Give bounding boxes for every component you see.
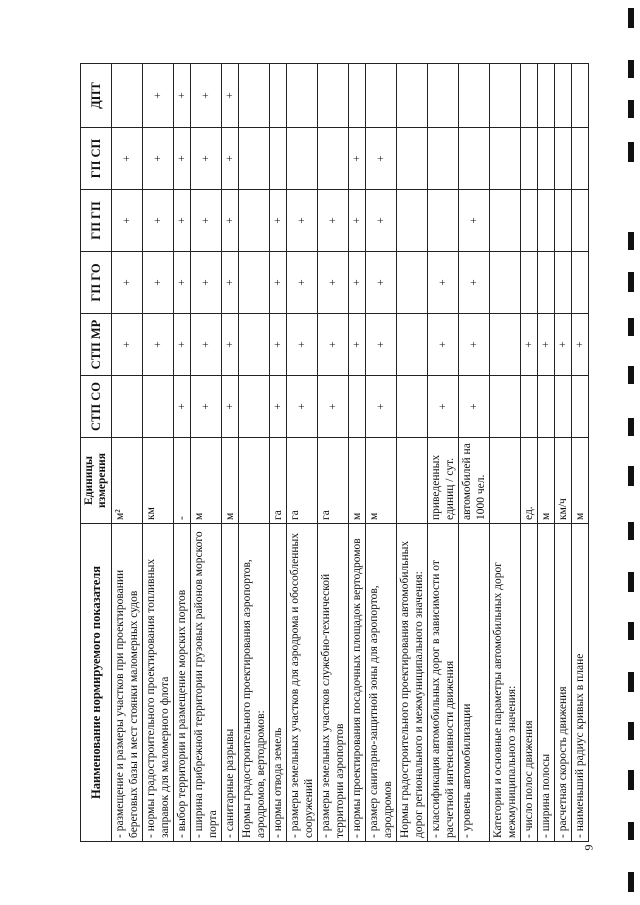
row-mark-cell: + (222, 376, 239, 438)
row-mark-cell (239, 376, 270, 438)
row-mark-cell: + (287, 376, 318, 438)
row-name-cell: - выбор территории и размещение морских портов (174, 524, 191, 842)
row-mark-cell: + (428, 314, 459, 376)
row-mark-cell: + (191, 190, 222, 252)
scan-edge-mark (628, 232, 634, 250)
row-mark-cell: + (143, 252, 174, 314)
row-mark-cell (287, 64, 318, 128)
row-mark-cell: + (191, 252, 222, 314)
row-mark-cell (318, 64, 349, 128)
row-mark-cell (366, 64, 397, 128)
row-mark-cell (490, 128, 521, 190)
row-mark-cell (270, 128, 287, 190)
table-row (222, 64, 239, 842)
header-col: ДПТ (81, 64, 112, 128)
row-mark-cell (490, 376, 521, 438)
scan-edge-mark (628, 318, 634, 336)
row-mark-cell: + (143, 128, 174, 190)
scan-edge-mark (628, 8, 634, 28)
scan-edge-mark (628, 466, 634, 486)
row-mark-cell: + (428, 252, 459, 314)
row-mark-cell (572, 190, 589, 252)
row-mark-cell: + (143, 190, 174, 252)
table-row (572, 64, 589, 842)
row-name-cell: - расчетная скорость движения (555, 524, 572, 842)
row-mark-cell (397, 314, 428, 376)
row-mark-cell (397, 190, 428, 252)
row-unit-cell (397, 438, 428, 524)
row-unit-cell: автомобилей на 1000 чел. (459, 438, 490, 524)
row-unit-cell: м (191, 438, 222, 524)
row-name-cell: - нормы проектирования посадочных площадок вертодромов (349, 524, 366, 842)
row-name-cell: - санитарные разрывы (222, 524, 239, 842)
header-col: ГП ГО (81, 252, 112, 314)
row-mark-cell: + (349, 190, 366, 252)
row-unit-cell: га (287, 438, 318, 524)
row-name-cell: - уровень автомобилизации (459, 524, 490, 842)
scan-edge-mark (628, 60, 634, 78)
row-unit-cell: га (318, 438, 349, 524)
row-mark-cell (428, 190, 459, 252)
row-mark-cell: + (222, 64, 239, 128)
table-row (555, 64, 572, 842)
table-row (112, 64, 143, 842)
row-unit-cell: приведенных единиц / сут. (428, 438, 459, 524)
row-unit-cell: м² (112, 438, 143, 524)
row-mark-cell: + (366, 376, 397, 438)
row-mark-cell: + (112, 252, 143, 314)
row-name-cell: - нормы отвода земель (270, 524, 287, 842)
row-mark-cell: + (349, 128, 366, 190)
row-unit-cell: м (572, 438, 589, 524)
scan-edge-mark (628, 366, 634, 384)
row-mark-cell: + (287, 314, 318, 376)
scan-edge-mark (628, 418, 634, 436)
header-col: ГП СП (81, 128, 112, 190)
row-mark-cell (239, 128, 270, 190)
row-mark-cell (521, 190, 538, 252)
scan-edge-mark (628, 722, 634, 740)
row-mark-cell (555, 190, 572, 252)
row-unit-cell: км/ч (555, 438, 572, 524)
row-mark-cell (521, 376, 538, 438)
row-unit-cell (239, 438, 270, 524)
row-mark-cell: + (459, 252, 490, 314)
row-mark-cell: + (222, 128, 239, 190)
header-name: Наименование нормируемого показателя (81, 524, 112, 842)
row-mark-cell: + (174, 190, 191, 252)
row-mark-cell (397, 376, 428, 438)
row-mark-cell (239, 252, 270, 314)
scan-edge-mark (628, 522, 634, 540)
scan-edge-mark (628, 672, 634, 692)
row-mark-cell: + (521, 314, 538, 376)
row-mark-cell (490, 64, 521, 128)
row-mark-cell: + (270, 376, 287, 438)
row-unit-cell: м (538, 438, 555, 524)
row-mark-cell: + (174, 376, 191, 438)
page-number: 9 (581, 844, 596, 851)
row-mark-cell: + (287, 190, 318, 252)
table-row (191, 64, 222, 842)
row-mark-cell (239, 190, 270, 252)
row-mark-cell (538, 376, 555, 438)
row-mark-cell: + (222, 190, 239, 252)
row-mark-cell: + (191, 64, 222, 128)
normative-table (80, 63, 589, 842)
row-mark-cell (459, 64, 490, 128)
row-mark-cell (112, 64, 143, 128)
table-row (397, 64, 428, 842)
row-mark-cell: + (112, 314, 143, 376)
row-name-cell: - размеры земельных участков для аэродрома и обособленных сооружений (287, 524, 318, 842)
table-row (366, 64, 397, 842)
row-mark-cell (397, 64, 428, 128)
row-mark-cell (538, 64, 555, 128)
row-unit-cell: км (143, 438, 174, 524)
row-mark-cell: + (270, 190, 287, 252)
row-mark-cell (318, 128, 349, 190)
row-mark-cell: + (174, 252, 191, 314)
row-unit-cell: м (366, 438, 397, 524)
row-mark-cell: + (174, 64, 191, 128)
row-mark-cell: + (318, 190, 349, 252)
row-mark-cell: + (349, 314, 366, 376)
table-row (174, 64, 191, 842)
scan-edge-mark (628, 100, 634, 118)
row-mark-cell: + (572, 314, 589, 376)
row-mark-cell (538, 190, 555, 252)
row-mark-cell: + (538, 314, 555, 376)
row-mark-cell: + (318, 252, 349, 314)
table-row (239, 64, 270, 842)
row-unit-cell: ед. (521, 438, 538, 524)
row-mark-cell (143, 376, 174, 438)
row-mark-cell: + (174, 314, 191, 376)
row-mark-cell (490, 252, 521, 314)
row-mark-cell: + (459, 190, 490, 252)
row-name-cell: - ширина полосы (538, 524, 555, 842)
row-mark-cell: + (349, 252, 366, 314)
table-row (287, 64, 318, 842)
row-mark-cell (270, 64, 287, 128)
table-row (521, 64, 538, 842)
row-mark-cell (239, 64, 270, 128)
scan-edge-mark (628, 770, 634, 790)
row-mark-cell: + (112, 128, 143, 190)
row-unit-cell: - (174, 438, 191, 524)
table-row (143, 64, 174, 842)
row-mark-cell (428, 128, 459, 190)
header-col: СТП СО (81, 376, 112, 438)
row-mark-cell (490, 314, 521, 376)
row-mark-cell: + (191, 314, 222, 376)
scan-edge-mark (628, 272, 634, 292)
table-row (538, 64, 555, 842)
row-mark-cell (349, 64, 366, 128)
row-name-cell: - размещение и размеры участков при проектировании береговых базы и мест стоянки маломерных судов (112, 524, 143, 842)
row-mark-cell (490, 190, 521, 252)
row-mark-cell: + (366, 314, 397, 376)
row-name-cell: - классификация автомобильных дорог в зависимости от расчетной интенсивности движения (428, 524, 459, 842)
row-mark-cell: + (287, 252, 318, 314)
row-mark-cell: + (143, 314, 174, 376)
header-col: ГП ГП (81, 190, 112, 252)
scan-edge-mark (628, 822, 634, 840)
table-row (459, 64, 490, 842)
row-mark-cell (521, 252, 538, 314)
scan-edge-mark (628, 142, 634, 162)
row-mark-cell: + (112, 190, 143, 252)
row-mark-cell: + (143, 64, 174, 128)
row-mark-cell (428, 64, 459, 128)
row-mark-cell (521, 128, 538, 190)
row-mark-cell (112, 376, 143, 438)
scan-edge-mark (628, 622, 634, 640)
header-col: СТП МР (81, 314, 112, 376)
row-mark-cell: + (222, 252, 239, 314)
row-mark-cell: + (318, 314, 349, 376)
table-body (112, 64, 589, 842)
row-mark-cell (397, 252, 428, 314)
row-name-cell: - размер санитарно-защитной зоны для аэропортов, аэродромов (366, 524, 397, 842)
row-mark-cell (239, 314, 270, 376)
row-mark-cell: + (270, 314, 287, 376)
row-mark-cell (521, 64, 538, 128)
row-mark-cell (572, 376, 589, 438)
row-name-cell: Нормы градостроительного проектирования автомобильных дорог регионального и межмуниципального значения: (397, 524, 428, 842)
scan-edge-mark (628, 872, 634, 892)
row-mark-cell: + (222, 314, 239, 376)
row-mark-cell: + (318, 376, 349, 438)
row-mark-cell (287, 128, 318, 190)
row-mark-cell (572, 252, 589, 314)
row-mark-cell: + (191, 376, 222, 438)
row-name-cell: - ширина прибрежной территории грузовых районов морского порта (191, 524, 222, 842)
row-mark-cell (397, 128, 428, 190)
row-mark-cell: + (555, 314, 572, 376)
row-mark-cell (555, 128, 572, 190)
scan-edge-mark (628, 572, 634, 592)
row-name-cell: - число полос движения (521, 524, 538, 842)
row-mark-cell (555, 252, 572, 314)
row-unit-cell (490, 438, 521, 524)
row-mark-cell (555, 64, 572, 128)
header-unit: Единицы измерения (81, 438, 112, 524)
table-row (270, 64, 287, 842)
row-mark-cell (555, 376, 572, 438)
table-row (428, 64, 459, 842)
row-mark-cell: + (428, 376, 459, 438)
row-mark-cell: + (174, 128, 191, 190)
row-mark-cell (459, 128, 490, 190)
row-unit-cell: м (349, 438, 366, 524)
row-mark-cell (572, 64, 589, 128)
row-mark-cell (572, 128, 589, 190)
table-row (349, 64, 366, 842)
row-name-cell: Нормы градостроительного проектирования аэропортов, аэродромов, вертодромов: (239, 524, 270, 842)
row-mark-cell: + (366, 128, 397, 190)
row-mark-cell: + (366, 190, 397, 252)
row-mark-cell (349, 376, 366, 438)
row-unit-cell: м (222, 438, 239, 524)
row-mark-cell (538, 128, 555, 190)
row-mark-cell: + (366, 252, 397, 314)
row-name-cell: - нормы градостроительного проектирования топливных заправок для маломерного флота (143, 524, 174, 842)
row-mark-cell: + (191, 128, 222, 190)
row-unit-cell: га (270, 438, 287, 524)
rotated-page (80, 64, 608, 842)
table-row (318, 64, 349, 842)
row-mark-cell (538, 252, 555, 314)
row-name-cell: - размеры земельных участков служебно-технической территории аэропортов (318, 524, 349, 842)
row-name-cell: Категории и основные параметры автомобильных дорог межмуниципального значения: (490, 524, 521, 842)
row-mark-cell: + (459, 376, 490, 438)
row-mark-cell: + (459, 314, 490, 376)
table-row (490, 64, 521, 842)
row-name-cell: - наименьший радиус кривых в плане (572, 524, 589, 842)
row-mark-cell: + (270, 252, 287, 314)
table-header-row (81, 64, 112, 842)
